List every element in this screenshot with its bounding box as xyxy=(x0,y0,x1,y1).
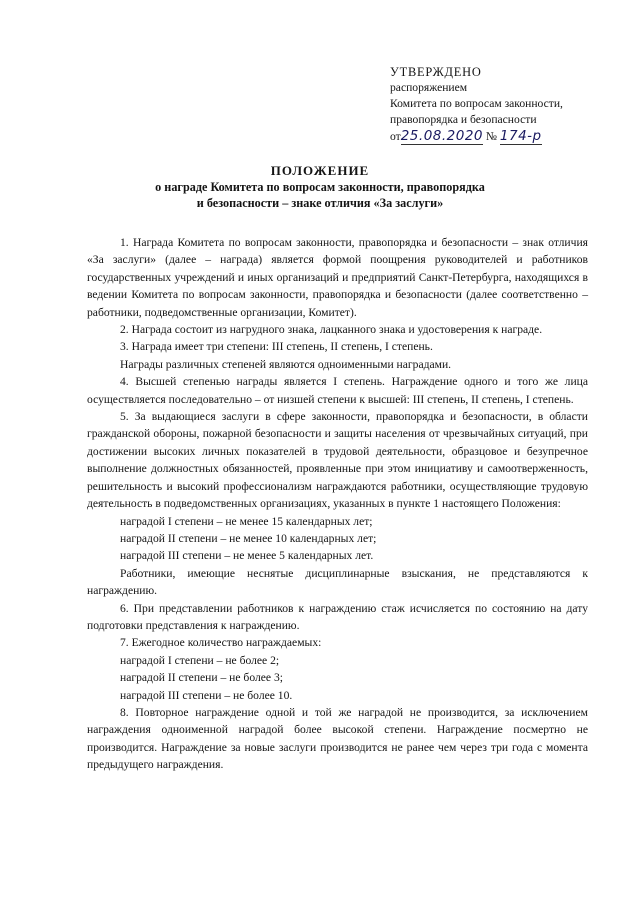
approval-number: 174-р xyxy=(499,128,542,144)
paragraph-5-note: Работники, имеющие неснятые дисциплинарные взыскания, не представляются к награждению. xyxy=(87,566,588,598)
list-item-degree-3-count: наградой III степени – не более 10. xyxy=(120,688,293,702)
approval-line-3: правопорядка и безопасности xyxy=(390,113,537,126)
paragraph-6: 6. При представлении работников к награждению стаж исчисляется по состоянию на дату подготовки представления к награждению. xyxy=(87,601,588,632)
list-item-degree-1-count: наградой I степени – не более 2; xyxy=(120,653,280,667)
date-prefix: от xyxy=(390,130,401,143)
approval-line-2: Комитета по вопросам законности, xyxy=(390,97,563,110)
approval-block xyxy=(390,64,620,145)
paragraph-1: 1. Награда Комитета по вопросам законности, правопорядка и безопасности – знак отличия «За заслуги» (далее – награда) является формой поощрения руководителей и работников государственных учреждений и иных организаций и предприятий Санкт-Петербурга, находящихся в ведении Комитета по вопросам законности, правопорядка и безопасности (далее соответственно – работники, подведомственные организации, Комитет). xyxy=(87,236,588,319)
paragraph-2: 2. Награда состоит из нагрудного знака, лацканного знака и удостоверения к награде. xyxy=(120,323,543,337)
approval-date: 25.08.2020 xyxy=(400,128,484,144)
paragraph-4: 4. Высшей степенью награды является I степень. Награждение одного и того же лица осуществляется последовательно – от низшей степени к высшей: III степень, II степень, I степень. xyxy=(87,375,588,406)
document-title xyxy=(0,163,640,211)
document-body xyxy=(87,234,588,774)
title-line-3: и безопасности – знаке отличия «За заслуги» xyxy=(196,196,444,210)
list-item-degree-2-years: наградой II степени – не менее 10 календарных лет; xyxy=(120,531,377,545)
list-item-degree-1-years: наградой I степени – не менее 15 календарных лет; xyxy=(120,514,373,528)
title-line-1: ПОЛОЖЕНИЕ xyxy=(270,163,370,178)
list-item-degree-2-count: наградой II степени – не более 3; xyxy=(120,671,283,685)
approval-line-1: распоряжением xyxy=(390,81,468,94)
paragraph-8: 8. Повторное награждение одной и той же наградой не производится, за исключением награждения одноименной наградой более высокой степени. Награждение посмертно не производится. Награждение за новые заслуги производится не ранее чем через три года с момента предыдущего награждения. xyxy=(87,705,588,772)
paragraph-3-note: Награды различных степеней являются одноименными наградами. xyxy=(120,357,452,371)
paragraph-7: 7. Ежегодное количество награждаемых: xyxy=(120,636,322,650)
approval-date-line xyxy=(390,128,620,145)
list-item-degree-3-years: наградой III степени – не менее 5 календарных лет. xyxy=(120,549,374,563)
title-line-2: о награде Комитета по вопросам законности, правопорядка xyxy=(155,180,485,194)
approval-label: УТВЕРЖДЕНО xyxy=(390,65,482,79)
paragraph-5: 5. За выдающиеся заслуги в сфере законности, правопорядка и безопасности, в области гражданской обороны, пожарной безопасности и защиты населения от чрезвычайных ситуаций, при достижении высоких личных показателей в трудовой деятельности, образцовое и безупречное выполнение должностных обязанностей, проявленные при этом инициативу и самоотверженность, решительность и высокий профессионализм награждаются работники, осуществляющие трудовую деятельность в подведомственных организациях, указанных в пункте 1 настоящего Положения: xyxy=(87,410,588,511)
number-prefix: № xyxy=(485,130,497,143)
paragraph-3: 3. Награда имеет три степени: III степень, II степень, I степень. xyxy=(120,340,433,354)
